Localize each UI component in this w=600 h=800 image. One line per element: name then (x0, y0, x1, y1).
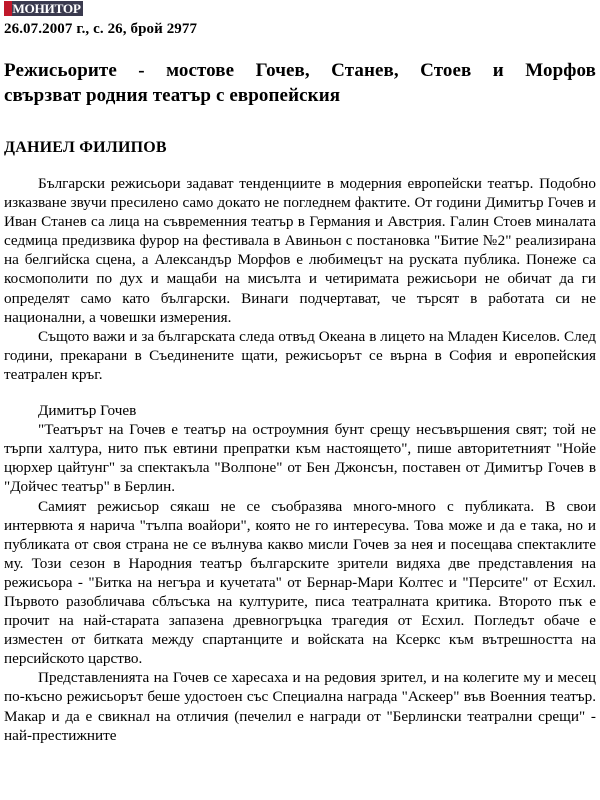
section-subheading: Димитър Гочев (38, 402, 137, 420)
paragraph: "Театърът на Гочев е театър на остроумния бунт срещу несъвършения свят; той не търпи халтура, нито пък евтини препратки към настоящето", пише авторитетният "Нойе цюрхер цайтунг" за спектакъла "Волпоне" от Бен Джонсън, поставен от Димитър Гочев в "Дойчес театър" в Берлин. (4, 421, 596, 496)
article-body (4, 174, 596, 745)
paragraph: Същото важи и за българската следа отвъд Океана в лицето на Младен Киселов. След години, прекарани в Съединените щати, режисьорът се върна в София и европейския театрален кръг. (4, 327, 596, 383)
paragraph: Представленията на Гочев се харесаха и на редовия зрител, и на колегите му и месец по-късно режисьорът беше удостоен със Специална награда "Аскеер" във Военния театър. Макар и да е свикнал на отличия (печелил е награди от "Берлински театрални срещи" - най-престижните (4, 669, 596, 744)
headline-line-1: Режисьорите - мостове Гочев, Станев, Стоев и Морфов (4, 60, 596, 81)
paragraph: Български режисьори задават тенденциите в модерния европейски театър. Подобно изказване звучи пресилено само докато не погледнем фактите. От години Димитър Гочев и Иван Станев са лица на съвременния театър в Германия и Австрия. Галин Стоев миналата седмица предизвика фурор на фестивала в Авиньон с постановка "Битие №2" реализирана на белгийска сцена, а Александър Морфов е любимецът на руската публика. Понеже са космополити по дух и мащаби на мисълта и четиримата режисьори не обичат да ги определят само като български. Винаги подчертават, че търсят в работата си не национални, а човешки измерения. (4, 175, 596, 326)
logo-accent-block (4, 1, 12, 16)
paragraph: Самият режисьор сякаш не се съобразява много-много с публиката. В свои интервюта я нарича "тълпа воайори", която не го интересува. Това може и да е така, но и публиката от своя страна не се вълнува какво мисли Гочев за нея и посещава спектаклите му. Този сезон в Народния театър българските зрители видяха две представления на режисьора - "Битка на негъра и кучетата" от Бернар-Мари Колтес и "Персите" от Есхил. Първото разобличава сблъсъка на културите, писа театралната критика. Второто пък е прочит на най-старата запазена древногръцка трагедия от Есхил. Погледът обаче е изместен от битката между спартанците и войската на Ксеркс към вътрешността на персийското царство. (4, 497, 596, 668)
byline: ДАНИЕЛ ФИЛИПОВ (4, 139, 167, 156)
page-title (4, 58, 596, 108)
headline-line-2: свързват родния театър с европейския (4, 85, 341, 106)
logo-text: МОНИТОР (12, 1, 81, 16)
section-gap (4, 384, 596, 401)
dateline: 26.07.2007 г., с. 26, брой 2977 (4, 21, 198, 37)
masthead (4, 0, 596, 18)
monitor-logo (4, 1, 83, 16)
